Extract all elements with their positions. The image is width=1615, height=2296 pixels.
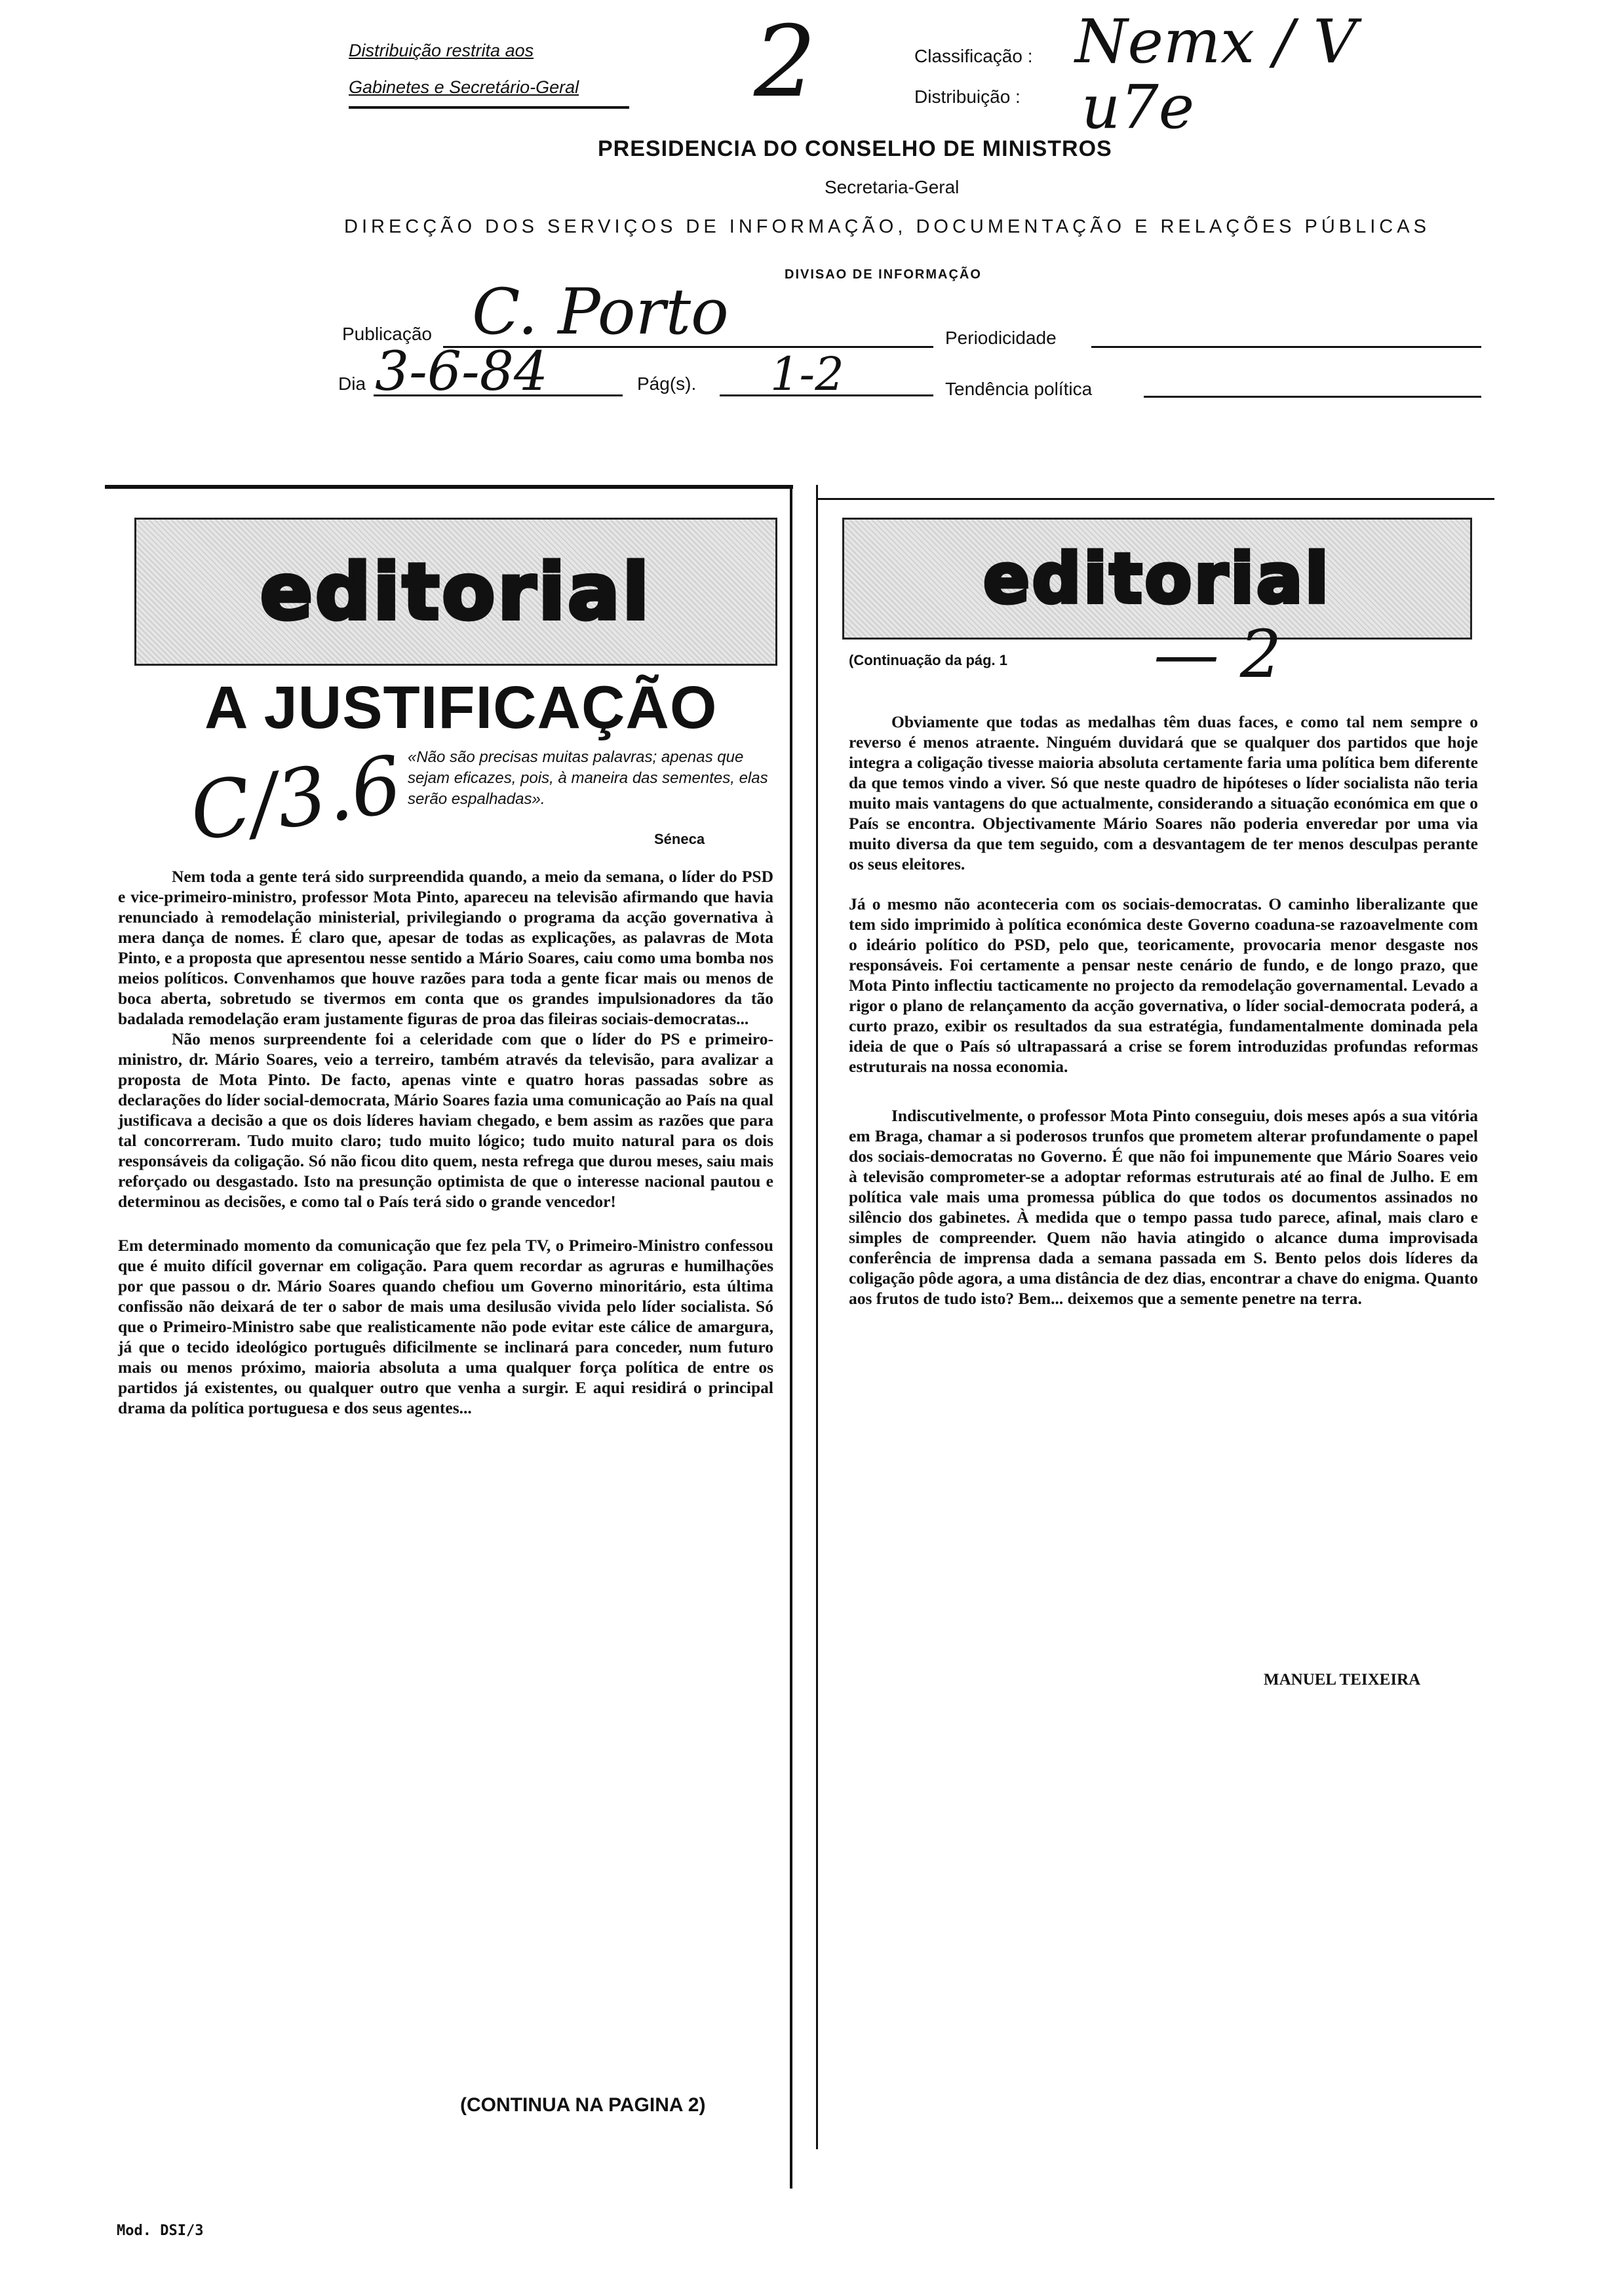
publication-label: Publicação [342,324,432,344]
directorate: DIRECÇÃO DOS SERVIÇOS DE INFORMAÇÃO, DOCUMENTAÇÃO E RELAÇÕES PÚBLICAS [344,216,1430,237]
author: MANUEL TEIXEIRA [1264,1671,1421,1689]
masthead-presidency: PRESIDENCIA DO CONSELHO DE MINISTROS [598,136,1112,161]
left-paragraph: Não menos surpreendente foi a celeridade com que o líder do PS e primeiro-ministro, dr. Mário Soares, veio a terreiro, também através da televisão, para avalizar a proposta de Mota Pinto. De facto, apenas vinte e quatro horas passadas sobre as declarações do líder social-democrata, Mário Soares fazia uma comunicação ao País na qual justificava a decisão a que os dois líderes haviam chegado, e bem assim as razões que para tal concorreram. Tudo muito claro; tudo muito lógico; tudo muito natural para os dois responsáveis da coligação. Só não ficou dito quem, nesta refrega que durou meses, saiu mais reforçado ou desgastado. Isto na presunção optimista de que o interesse nacional pautou e determinou as decisões, e como tal o País terá sido o grande vencedor! [118,1029,773,1211]
division: DIVISAO DE INFORMAÇÃO [785,267,982,282]
distribution-label: Distribuição : [914,86,1021,107]
right-paragraph: Indiscutivelmente, o professor Mota Pinto conseguiu, dois meses após a sua vitória em Braga, chamar a si poderosos trunfos que prometem alterar profundamente o papel dos sociais-democratas no Governo. É que não foi impunemente que Mário Soares veio à televisão comprometer-se a adoptar reformas estruturais até ao final de Julho. E em política vale mais uma promessa pública do que todos os documentos assinados no silêncio dos gabinetes. À medida que o tempo passa tudo parece, afinal, mais claro e simples de compreender. Quem não havia atingido o alcance duma improvisada conferência de imprensa dada a semana passada em S. Bento pelos dois líderes da coligação pôde agora, a uma distância de dez dias, encontrar a chave do enigma. Quanto aos frutos de tudo isto? Bem... deixemos que a semente penetre na terra. [849,1106,1478,1308]
clipping-top-rule [105,485,793,489]
left-editorial-banner [134,518,777,666]
distribution-handwritten: u7e [1081,72,1195,142]
epigraph-author: Séneca [654,831,705,847]
copy-number: 2 [754,5,817,119]
day-handwritten: 3-6-84 [375,341,549,403]
right-editorial-banner-text: editorial [983,539,1331,619]
column-divider-right [816,485,818,2149]
right-paragraph: Já o mesmo não aconteceria com os sociais-democratas. O caminho liberalizante que tem sido imprimido à política económica deste Governo coaduna-se razoavelmente com o ideário político do PSD, pelo que, teoricamente, provocaria menor desgaste nos responsáveis. Foi certamente a pensar neste cenário de fundo, e de longo prazo, que Mota Pinto inflectiu tacticamente no projecto da remodelação governamental. Levado a rigor o plano de relançamento da acção governativa, o líder social-democrata poderá, a curto prazo, exibir os resultados da sua estratégia, fundamentalmente dominada pela ideia de que o País só ultrapassará a crise se forem introduzidas profundas reformas estruturais na nossa economia. [849,894,1478,1076]
handwritten-page-number: — 2 [1154,616,1282,693]
headline: A JUSTIFICAÇÃO [204,674,718,741]
right-column-top-rule [816,498,1494,500]
classification-label: Classificação : [914,46,1033,66]
restricted-underline [349,106,629,109]
left-editorial-banner-text: editorial [260,546,652,637]
left-paragraph: Em determinado momento da comunicação que fez pela TV, o Primeiro-Ministro confessou que é muito difícil governar em coligação. Para quem recordar as agruras e humilhações por que passou o dr. Mário Soares quando chefiou um Governo minoritário, esta última confissão não deixará de ter o sabor de mais uma desilusão vivida pelo líder socialista. Só que o Primeiro-Ministro sabe que realisticamente não pode evitar este cálice de amargura, já que o tecido ideológico português dificilmente se inclinará para conceder, num futuro mais ou menos próximo, maioria absoluta a uma qualquer força política de entre os partidos já existentes, ou qualquer outro que venha a surgir. E aqui residirá o principal drama da política portuguesa e dos seus agentes... [118,1236,773,1417]
publication-handwritten: C. Porto [472,275,729,349]
day-label: Dia [338,373,366,394]
classification-handwritten: Nemx / V [1075,7,1357,77]
secretariat: Secretaria-Geral [825,177,960,197]
column-divider-left [790,485,792,2189]
tendency-line [1144,396,1481,398]
restricted-line-1: Distribuição restrita aos [349,41,534,60]
pages-label: Pág(s). [637,373,697,394]
left-paragraph: Nem toda a gente terá sido surpreendida quando, a meio da semana, o líder do PSD e vice-primeiro-ministro, professor Mota Pinto, apareceu na televisão afirmando que havia renunciado à remodelação ministerial, privilegiando o programa da acção governativa à mera dança de nomes. É claro que, apesar de todas as explicações, as palavras de Mota Pinto, e a proposta que apresentou nesse sentido a Mário Soares, caiu como uma bomba nos meios políticos. Convenhamos que houve razões para toda a gente ficar mais ou menos de boca aberta, sobretudo se tivermos em conta que os grandes impulsionadores da tão badalada remodelação eram justamente figuras de proa das fileiras sociais-democratas... [118,867,773,1028]
left-article-body [118,866,773,1418]
periodicity-line [1091,346,1481,348]
continuation-note: (Continuação da pág. 1 [849,652,1008,668]
epigraph: «Não são precisas muitas palavras; apenas que sejam eficazes, pois, à maneira das sementes, elas serão espalhadas». [408,748,768,808]
handwritten-note: C/3.6 [184,739,408,859]
periodicity-label: Periodicidade [945,328,1057,348]
right-article-body [849,712,1478,1309]
continue-note: (CONTINUA NA PAGINA 2) [460,2094,706,2116]
pages-handwritten: 1-2 [770,347,844,401]
restricted-line-2: Gabinetes e Secretário-Geral [349,77,579,97]
form-model: Mod. DSI/3 [117,2223,204,2239]
right-paragraph: Obviamente que todas as medalhas têm duas faces, e como tal nem sempre o reverso é menos atraente. Ninguém duvidará que se qualquer dos partidos que hoje integra a coligação tivesse maioria absoluta certamente faria uma política bem diferente da que temos vindo a viver. Só que neste quadro de hipóteses o líder socialista não teria muito mais vantagens do que actualmente, considerando a situação económica em que o País se encontra. Objectivamente Mário Soares não poderia enveredar por uma via muito diversa da que tem seguido, com a desvantagem de ter menos desculpas perante os seus eleitores. [849,712,1478,873]
tendency-label: Tendência política [945,379,1093,399]
